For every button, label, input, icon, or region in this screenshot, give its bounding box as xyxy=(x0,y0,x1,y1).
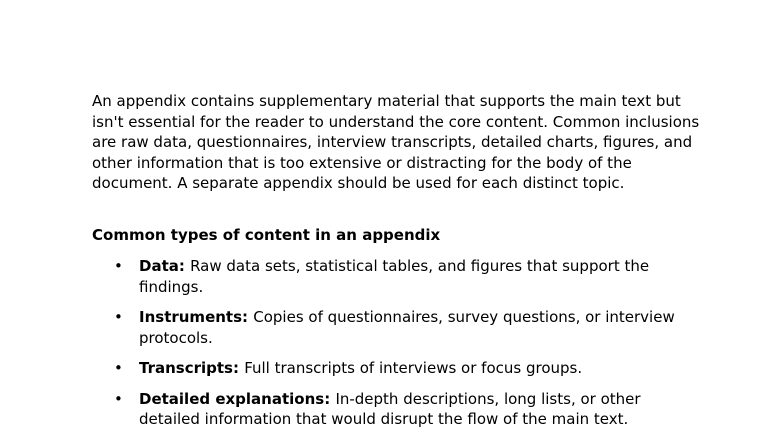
bullet-icon: • xyxy=(114,359,123,377)
list-item-text: Raw data sets, statistical tables, and figures that support the findings. xyxy=(139,257,650,296)
list-item-text: In-depth descriptions, long lists, or other detailed information that would disrupt the flow of the main text. xyxy=(139,389,641,428)
list-item-term: Transcripts: xyxy=(139,359,245,377)
list-item xyxy=(92,256,702,297)
bullet-icon: • xyxy=(114,389,123,408)
list-item-term: Detailed explanations: xyxy=(139,389,336,408)
list-item-text: Copies of questionnaires, survey questions, or interview protocols. xyxy=(139,308,675,347)
content-types-list xyxy=(92,256,702,440)
list-item xyxy=(92,307,702,348)
section-heading: Common types of content in an appendix xyxy=(92,226,441,244)
list-item-term: Data: xyxy=(139,257,191,275)
list-item-text: Full transcripts of interviews or focus groups. xyxy=(244,359,583,377)
list-item-term: Instruments: xyxy=(139,308,254,326)
list-item xyxy=(92,358,702,379)
intro-paragraph: An appendix contains supplementary material that supports the main text but isn't essential for the reader to understand the core content. Common inclusions are raw data, questionnaires, interview transcripts, detailed charts, figures, and other information that is too extensive or distracting for the body of the document. A separate appendix should be used for each distinct topic. xyxy=(92,92,700,192)
list-item xyxy=(92,389,702,430)
bullet-icon: • xyxy=(114,308,123,326)
bullet-icon: • xyxy=(114,257,123,275)
